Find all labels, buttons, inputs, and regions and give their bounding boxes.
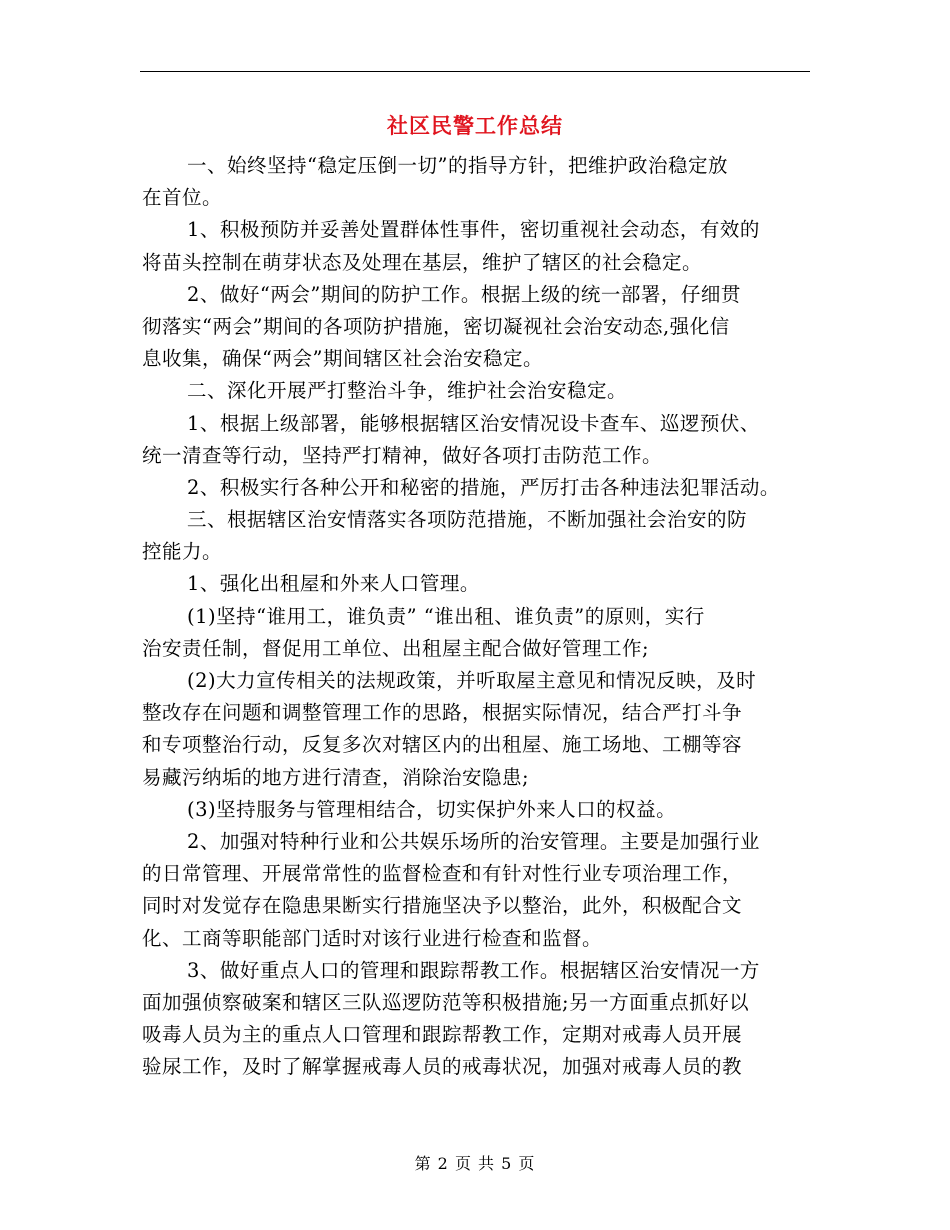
body-line: 一、始终坚持“稳定压倒一切”的指导方针，把维护政治稳定放 (187, 154, 728, 177)
body-line: 彻落实“两会”期间的各项防护措施，密切凝视社会治安动态,强化信 (142, 314, 730, 338)
body-line: (3)坚持服务与管理相结合，切实保护外来人口的权益。 (187, 797, 677, 821)
body-line: 验尿工作，及时了解掌握戒毒人员的戒毒状况，加强对戒毒人员的教 (142, 1055, 743, 1079)
body-line: 2、积极实行各种公开和秘密的措施，严厉打击各种违法犯罪活动。 (187, 475, 780, 499)
body-line: 三、根据辖区治安情落实各项防范措施，不断加强社会治安的防 (187, 508, 748, 532)
body-line: 1、强化出租屋和外来人口管理。 (187, 572, 480, 596)
body-line: 控能力。 (142, 540, 223, 564)
body-line: (2)大力宣传相关的法规政策，并听取屋主意见和情况反映，及时 (187, 669, 757, 692)
body-line: 吸毒人员为主的重点人口管理和跟踪帮教工作，定期对戒毒人员开展 (142, 1023, 743, 1047)
body-line: 治安责任制，督促用工单位、出租屋主配合做好管理工作; (142, 636, 650, 660)
body-line: 3、做好重点人口的管理和跟踪帮教工作。根据辖区治安情况一方 (187, 958, 760, 982)
body-line: 二、深化开展严打整治斗争，维护社会治安稳定。 (187, 379, 628, 403)
body-line: 1、积极预防并妥善处置群体性事件，密切重视社会动态，有效的 (187, 218, 760, 242)
body-line: 将苗头控制在萌芽状态及处理在基层，维护了辖区的社会稳定。 (142, 250, 703, 274)
document-title: 社区民警工作总结 (387, 114, 563, 138)
body-line: 易藏污纳垢的地方进行清查，消除治安隐患; (142, 765, 530, 789)
body-line: 同时对发觉存在隐患果断实行措施坚决予以整治，此外，积极配合文 (142, 894, 743, 918)
page-number: 第 2 页 共 5 页 (414, 1154, 536, 1173)
header-rule (140, 71, 810, 72)
body-line: 2、加强对特种行业和公共娱乐场所的治安管理。主要是加强行业 (187, 829, 760, 853)
body-line: 化、工商等职能部门适时对该行业进行检查和监督。 (142, 926, 603, 950)
document-body (142, 150, 814, 1083)
body-line: 2、做好“两会”期间的防护工作。根据上级的统一部署，仔细贯 (187, 282, 741, 306)
body-line: 面加强侦察破案和辖区三队巡逻防范等积极措施;另一方面重点抓好以 (142, 990, 750, 1014)
body-line: 的日常管理、开展常常性的监督检查和有针对性行业专项治理工作， (142, 862, 743, 886)
body-line: 和专项整治行动，反复多次对辖区内的出租屋、施工场地、工棚等容 (142, 733, 743, 757)
body-line: 息收集，确保“两会”期间辖区社会治安稳定。 (142, 347, 543, 371)
body-line: 统一清查等行动，坚持严打精神，做好各项打击防范工作。 (142, 443, 663, 467)
body-line: (1)坚持“谁用工，谁负责” “谁出租、谁负责”的原则，实行 (187, 604, 705, 628)
body-line: 1、根据上级部署，能够根据辖区治安情况设卡查车、巡逻预伏、 (187, 411, 760, 435)
body-line: 整改存在问题和调整管理工作的思路，根据实际情况，结合严打斗争 (142, 701, 743, 725)
body-line: 在首位。 (142, 186, 223, 210)
